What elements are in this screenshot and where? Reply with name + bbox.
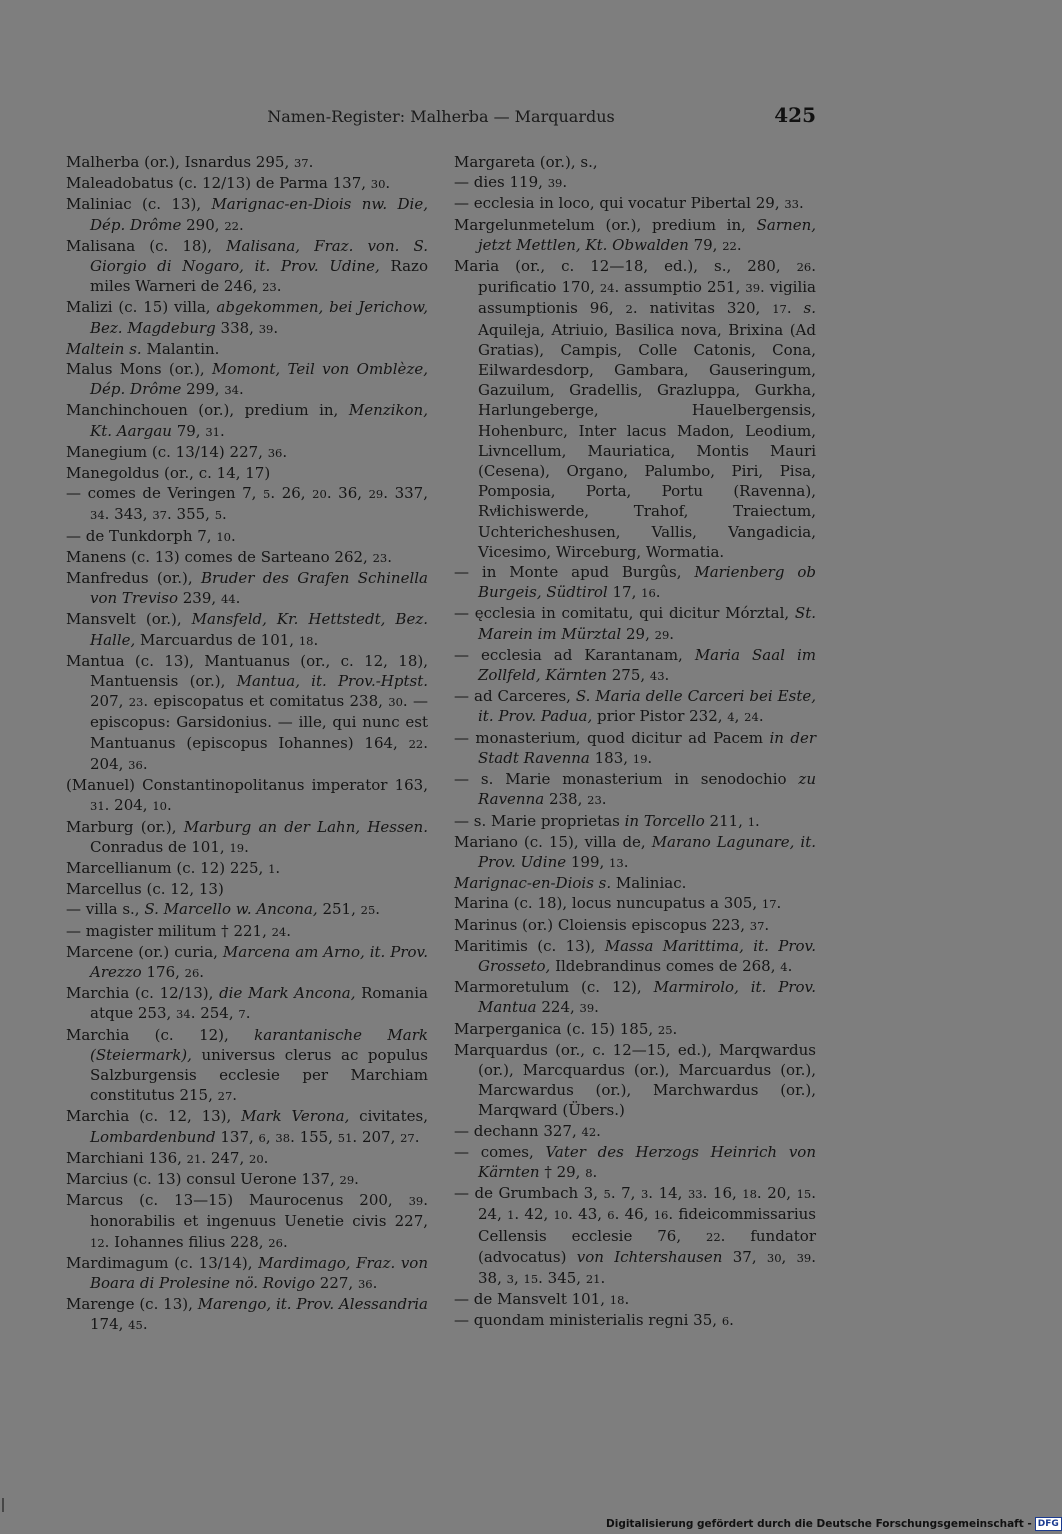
- dfg-logo-icon: DFG: [1035, 1517, 1062, 1531]
- index-entry: — ecclesia in loco, qui vocatur Pibertal 29, 33.: [454, 194, 804, 213]
- index-entry: — ęcclesia in comitatu, qui dicitur Mórztal, St. Marein im Mürztal 29, 29.: [454, 604, 816, 643]
- index-entry: Marcellianum (c. 12) 225, 1.: [66, 858, 281, 877]
- index-entry: Malizi (c. 15) villa, abgekommen, bei Jerichow, Bez. Magdeburg 338, 39.: [66, 298, 428, 337]
- index-entry: Manfredus (or.), Bruder des Grafen Schinella von Treviso 239, 44.: [66, 569, 428, 608]
- index-entry: Marquardus (or., c. 12—15, ed.), Marqwardus (or.), Marcquardus (or.), Marcuardus (or.), Marcwardus (or.), Marchwardus (or.), Marqward (Übers.): [454, 1040, 816, 1120]
- index-entry: Marenge (c. 13), Marengo, it. Prov. Alessandria 174, 45.: [66, 1295, 428, 1334]
- index-entry: Marina (c. 18), locus nuncupatus a 305, 17.: [454, 894, 782, 913]
- index-entry: — villa s., S. Marcello w. Ancona, 251, 25.: [66, 900, 381, 919]
- left-index-column: [66, 152, 428, 1336]
- index-entry: — s. Marie proprietas in Torcello 211, 1.: [454, 811, 760, 830]
- index-entry: Marperganica (c. 15) 185, 25.: [454, 1019, 678, 1038]
- index-entry: Mansvelt (or.), Mansfeld, Kr. Hettstedt, Bez. Halle, Marcuardus de 101, 18.: [66, 610, 428, 649]
- index-entry: Marmoretulum (c. 12), Marmirolo, it. Prov. Mantua 224, 39.: [454, 978, 816, 1017]
- index-entry: — ecclesia ad Karantanam, Maria Saal im Zollfeld, Kärnten 275, 43.: [454, 645, 816, 685]
- index-entry: Mardimagum (c. 13/14), Mardimago, Fraz. von Boara di Prolesine nö. Rovigo 227, 36.: [66, 1253, 428, 1292]
- funding-footer: [606, 1517, 1059, 1533]
- index-entry: Maliniac (c. 13), Marignac-en-Diois nw. Die, Dép. Drôme 290, 22.: [66, 195, 428, 234]
- scan-edge-mark: [2, 1498, 4, 1512]
- index-entry: Marchiani 136, 21. 247, 20.: [66, 1148, 269, 1167]
- index-entry: Manegoldus (or., c. 14, 17): [66, 464, 271, 483]
- index-entry: Marinus (or.) Cloiensis episcopus 223, 37.: [454, 915, 770, 934]
- index-entry: — in Monte apud Burgûs, Marienberg ob Burgeis, Südtirol 17, 16.: [454, 563, 816, 602]
- index-entry: Malherba (or.), Isnardus 295, 37.: [66, 153, 314, 171]
- index-entry: — monasterium, quod dicitur ad Pacem in der Stadt Ravenna 183, 19.: [454, 728, 816, 767]
- index-entry: Manchinchouen (or.), predium in, Menzikon, Kt. Aargau 79, 31.: [66, 401, 428, 440]
- index-entry: Marignac-en-Diois s. Maliniac.: [454, 874, 687, 893]
- index-entry: Marchia (c. 12, 13), Mark Verona, civitates, Lombardenbund 137, 6, 38. 155, 51. 207, 27.: [66, 1107, 428, 1146]
- index-entry: — comes, Vater des Herzogs Heinrich von Kärnten † 29, 8.: [454, 1142, 816, 1181]
- index-entry: — de Tunkdorph 7, 10.: [66, 526, 236, 545]
- index-entry: — dies 119, 39.: [454, 173, 568, 192]
- page-number: 425: [774, 103, 816, 127]
- index-entry: Mantua (c. 13), Mantuanus (or., c. 12, 18), Mantuensis (or.), Mantua, it. Prov.-Hptst. 207, 23. episcopatus et comitatus 238, 30. — episcopus: Garsidonius. — ille, qui nunc est Mantuanus (episcopus Iohannes) 164, 22. 204, 36.: [66, 651, 428, 773]
- index-entry: (Manuel) Constantinopolitanus imperator 163, 31. 204, 10.: [66, 776, 428, 815]
- index-entry: Marcene (or.) curia, Marcena am Arno, it. Prov. Arezzo 176, 26.: [66, 942, 429, 981]
- index-entry: — s. Marie monasterium in senodochio zu Ravenna 238, 23.: [454, 770, 816, 809]
- index-entry: Marcellus (c. 12, 13): [66, 880, 224, 899]
- index-entry: Manens (c. 13) comes de Sarteano 262, 23.: [66, 547, 392, 566]
- index-entry: Marburg (or.), Marburg an der Lahn, Hessen. Conradus de 101, 19.: [66, 817, 428, 856]
- index-entry: Maltein s. Malantin.: [66, 339, 220, 358]
- index-entry: — quondam ministerialis regni 35, 6.: [454, 1311, 734, 1330]
- right-index-column: [454, 152, 816, 1332]
- index-entry: — de Mansvelt 101, 18.: [454, 1290, 630, 1309]
- index-entry: Malus Mons (or.), Momont, Teil von Omblèze, Dép. Drôme 299, 34.: [66, 360, 428, 399]
- index-entry: Manegium (c. 13/14) 227, 36.: [66, 442, 288, 461]
- index-entry: Marcius (c. 13) consul Uerone 137, 29.: [66, 1169, 359, 1188]
- funding-text: Digitalisierung gefördert durch die Deutsche Forschungsgemeinschaft -: [606, 1518, 1032, 1530]
- index-entry: Mariano (c. 15), villa de, Marano Lagunare, it. Prov. Udine 199, 13.: [454, 832, 816, 871]
- index-entry: Maleadobatus (c. 12/13) de Parma 137, 30.: [66, 174, 391, 193]
- index-entry: Margelunmetelum (or.), predium in, Sarnen, jetzt Mettlen, Kt. Obwalden 79, 22.: [454, 215, 816, 254]
- index-entry: Marcus (c. 13—15) Maurocenus 200, 39. honorabilis et ingenuus Uenetie civis 227, 12. Iohannes filius 228, 26.: [66, 1191, 428, 1251]
- index-entry: — magister militum † 221, 24.: [66, 921, 292, 940]
- page-header: [66, 103, 816, 131]
- index-entry: Malisana (c. 18), Malisana, Fraz. von. S. Giorgio di Nogaro, it. Prov. Udine, Razo miles Warneri de 246, 23.: [66, 236, 428, 296]
- index-entry: — dechann 327, 42.: [454, 1121, 601, 1140]
- index-entry: Marchia (c. 12), karantanische Mark (Steiermark), universus clerus ac populus Salzburgensis ecclesie per Marchiam constitutus 215, 27.: [66, 1025, 428, 1105]
- running-title: Namen-Register: Malherba — Marquardus: [267, 107, 615, 126]
- index-entry: Maria (or., c. 12—18, ed.), s., 280, 26. purificatio 170, 24. assumptio 251, 39. vigilia assumptionis 96, 2. nativitas 320, 17. s. Aquileja, Atriuio, Basilica nova, Brixina (Ad Gratias), Campis, Colle Catonis, Cona, Eilwardesdorp, Gambara, Gauseringum, Gazuilum, Gradellis, Grazluppa, Gurkha, Harlungeberge, Hauelbergensis, Hohenburc, Inter lacus Madon, Leodium, Livncellum, Mauriatica, Montis Mauri (Cesena), Organo, Palumbo, Piri, Pisa, Pomposia, Porta, Portu (Ravenna), Rvͦlichiswerde, Trahof, Traiectum, Uchtericheshusen, Vallis, Vangadicia, Vicesimo, Wirceburg, Wormatia.: [454, 257, 816, 561]
- index-entry: — comes de Veringen 7, 5. 26, 20. 36, 29. 337, 34. 343, 37. 355, 5.: [66, 484, 428, 524]
- index-entry: — de Grumbach 3, 5. 7, 3. 14, 33. 16, 18. 20, 15. 24, 1. 42, 10. 43, 6. 46, 16. fideicommissarius Cellensis ecclesie 76, 22. fundator (advocatus) von Ichtershausen 37, 30, 39. 38, 3, 15. 345, 21.: [454, 1184, 817, 1287]
- index-entry: Margareta (or.), s.,: [454, 153, 598, 171]
- index-entry: Maritimis (c. 13), Massa Marittima, it. Prov. Grosseto, Ildebrandinus comes de 268, 4.: [454, 936, 816, 975]
- index-entry: — ad Carceres, S. Maria delle Carceri bei Este, it. Prov. Padua, prior Pistor 232, 4, 24.: [454, 687, 816, 726]
- index-entry: Marchia (c. 12/13), die Mark Ancona, Romania atque 253, 34. 254, 7.: [66, 984, 428, 1023]
